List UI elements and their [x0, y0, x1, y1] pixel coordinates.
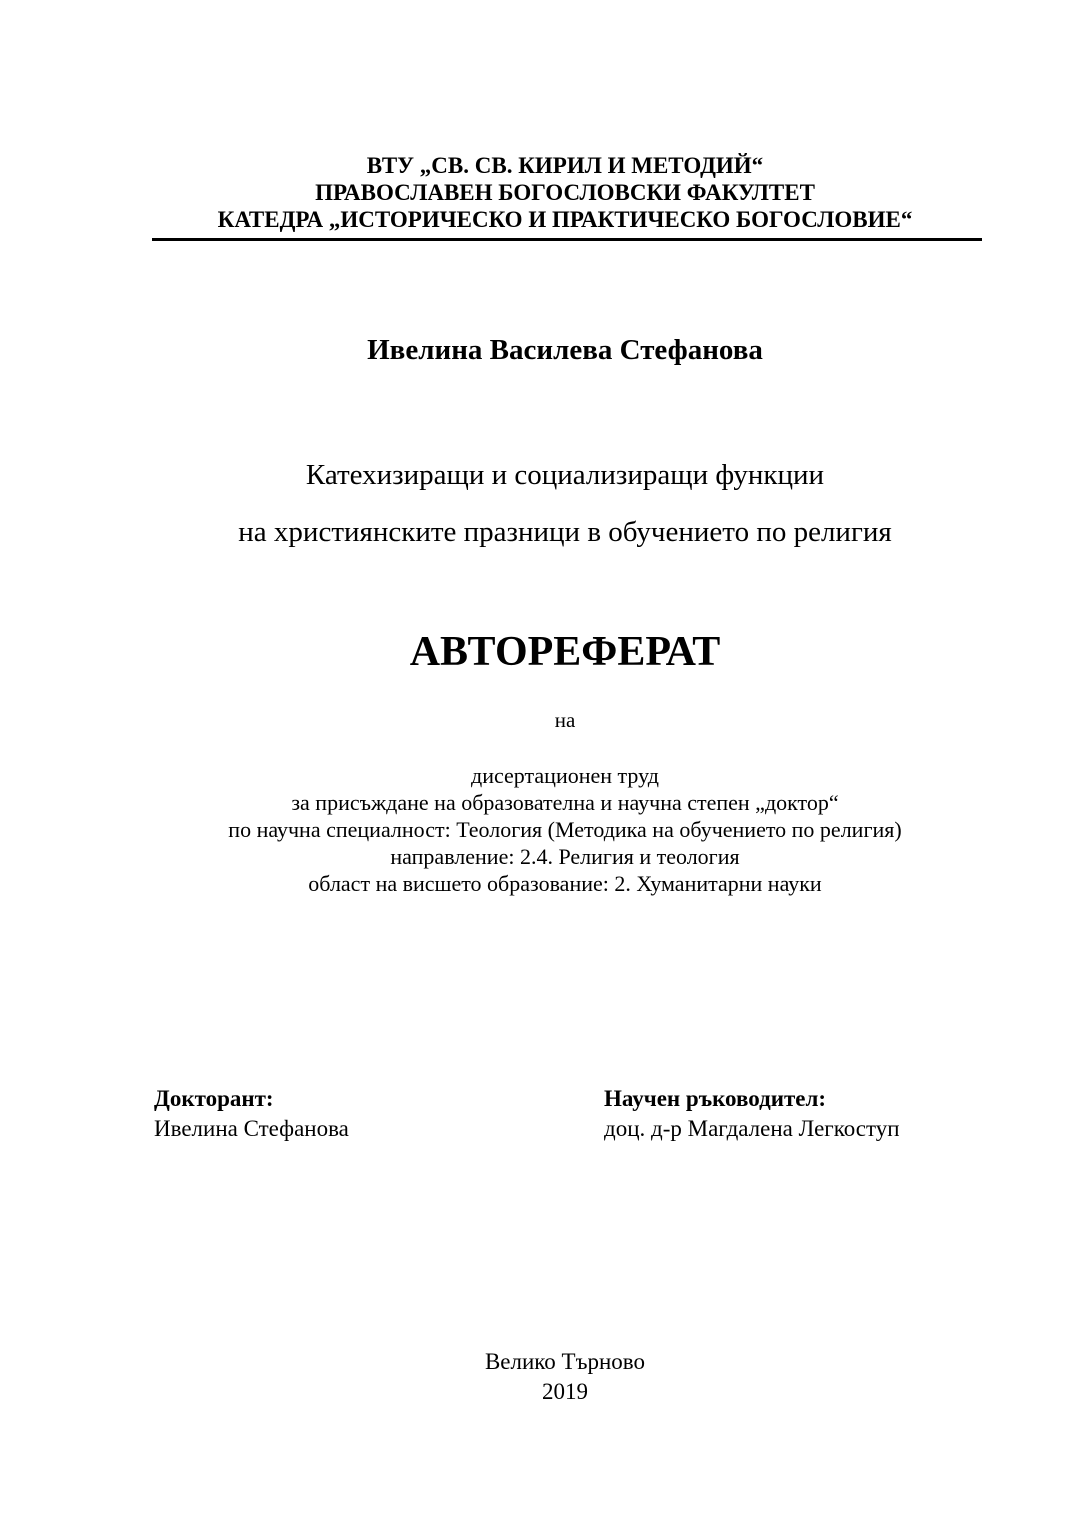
connector-text: на: [554, 708, 576, 732]
author-name: Ивелина Василева Стефанова: [367, 334, 763, 366]
details-line-specialty: по научна специалност: Теология (Методика на обучението по религия): [228, 817, 902, 842]
supervisor-block: [604, 1084, 900, 1144]
details-line-degree: за присъждане на образователна и научна степен „доктор“: [291, 790, 839, 815]
doctoral-student-label: Докторант:: [154, 1086, 274, 1111]
details-line-direction: направление: 2.4. Религия и теология: [390, 844, 740, 869]
details-line-field: област на висшето образование: 2. Хуманитарни науки: [308, 871, 822, 896]
city: Велико Търново: [484, 1349, 646, 1374]
university-name: ВТУ „СВ. СВ. КИРИЛ И МЕТОДИЙ“: [366, 153, 764, 178]
supervisor-name: доц. д-р Магдалена Легкоступ: [604, 1116, 900, 1141]
year: 2019: [542, 1379, 588, 1404]
dissertation-title: [0, 455, 1080, 552]
details-line-work: дисертационен труд: [471, 763, 659, 788]
institution-header: [0, 152, 1080, 233]
header-divider: [152, 238, 982, 241]
doctoral-student-block: [154, 1084, 349, 1144]
department-name: КАТЕДРА „ИСТОРИЧЕСКО И ПРАКТИЧЕСКО БОГОСЛОВИЕ“: [217, 207, 913, 232]
faculty-name: ПРАВОСЛАВЕН БОГОСЛОВСКИ ФАКУЛТЕТ: [315, 180, 815, 205]
title-line-1: Катехизиращи и социализиращи функции: [305, 459, 825, 491]
supervisor-label: Научен ръководител:: [604, 1086, 827, 1111]
place-and-year: [0, 1347, 1080, 1407]
title-line-2: на християнските празници в обучението по религия: [238, 516, 892, 548]
dissertation-details: [0, 762, 1080, 897]
doctoral-student-name: Ивелина Стефанова: [154, 1116, 349, 1141]
document-type-heading: АВТОРЕФЕРАТ: [409, 629, 721, 675]
